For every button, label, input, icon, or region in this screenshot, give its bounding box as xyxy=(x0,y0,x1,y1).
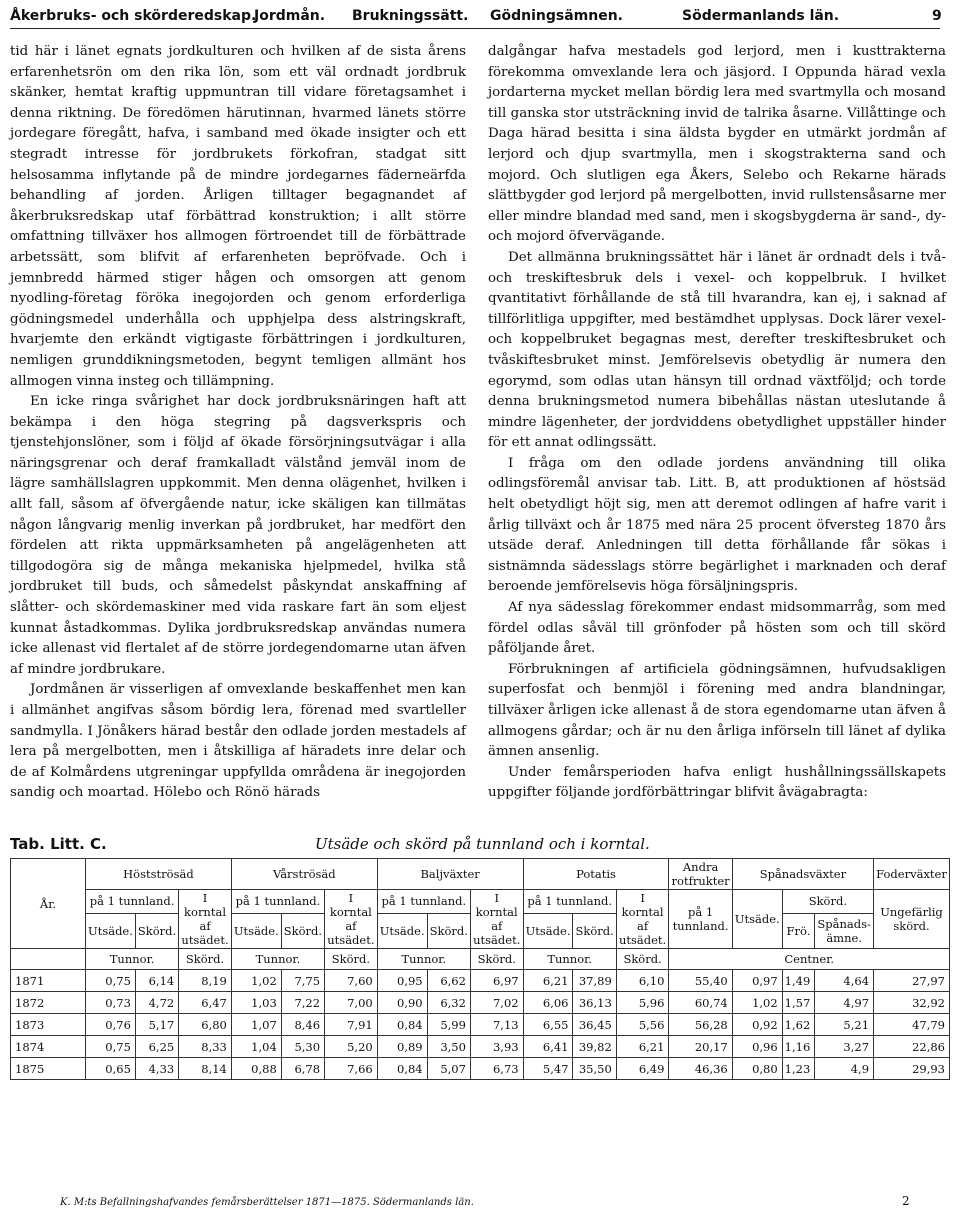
value-cell: 7,60 xyxy=(325,970,378,992)
subheader: Skörd. xyxy=(281,913,324,948)
yield-table xyxy=(10,858,950,1080)
value-cell: 7,75 xyxy=(281,970,324,992)
value-cell: 0,76 xyxy=(86,1014,136,1036)
header-bruk: Brukningssätt. xyxy=(352,8,469,24)
value-cell: 3,50 xyxy=(427,1036,470,1058)
value-cell: 39,82 xyxy=(573,1036,616,1058)
value-cell: 5,47 xyxy=(523,1058,573,1080)
right-column xyxy=(488,42,946,804)
value-cell: 5,56 xyxy=(616,1014,669,1036)
value-cell: 0,75 xyxy=(86,970,136,992)
value-cell: 1,16 xyxy=(782,1036,815,1058)
value-cell: 1,49 xyxy=(782,970,815,992)
value-cell: 0,97 xyxy=(732,970,782,992)
subheader: på 1 tunnland. xyxy=(231,890,324,914)
value-cell: 0,95 xyxy=(377,970,427,992)
year-header: År. xyxy=(11,859,86,949)
subheader: I korntal af utsädet. xyxy=(179,890,232,949)
value-cell: 6,41 xyxy=(523,1036,573,1058)
value-cell: 6,73 xyxy=(470,1058,523,1080)
value-cell: 36,13 xyxy=(573,992,616,1014)
value-cell: 0,89 xyxy=(377,1036,427,1058)
value-cell: 1,02 xyxy=(732,992,782,1014)
subheader: Utsäde. xyxy=(732,890,782,949)
paragraph: dalgångar hafva mestadels god lerjord, men i kusttrakterna förekomma omvexlande lera och jäsjord. I Oppunda härad vexla jordarterna mycket mellan bördig lera med svartmylla och mosand till ganska stor utsträckning invid de talrika åsarne. Villåttinge och Daga härad besitta i sina äldsta bygder en utmärkt jordmån af lerjord och djup svartmylla, men i skogstrakterna sand och mojord. Och slutligen ega Åkers, Selebo och Rekarne härads slättbygder god lerjord på mergelbotten, invid rullstensåsarne mer eller mindre blandad med sand, men i skogsbygderna är sand-, dy- och mojord öfvervägande. xyxy=(488,44,946,245)
header-lan: Södermanlands län. xyxy=(682,8,840,24)
subheader: Skörd. xyxy=(573,913,616,948)
value-cell: 5,17 xyxy=(135,1014,178,1036)
paragraph: Jordmånen är visserligen af omvexlande beskaffenhet men kan i allmänhet angifvas såsom bördig lera, förenad med svartleller sandmylla. I Jönåkers härad består den odlade jorden mestadels af lera på mergelbotten, men i åtskilliga af häradets inre delar och de af Kolmårdens utgreningar uppfyllda områdena är inegojorden sandig och moartad. Hölebo och Rönö härads xyxy=(10,682,466,801)
unit-cell xyxy=(11,949,86,970)
value-cell: 55,40 xyxy=(669,970,732,992)
unit-cell: Tunnor. xyxy=(86,949,179,970)
footer xyxy=(60,1194,940,1208)
value-cell: 47,79 xyxy=(874,1014,950,1036)
value-cell: 5,96 xyxy=(616,992,669,1014)
subheader: Skörd. xyxy=(782,890,873,914)
unit-cell: Centner. xyxy=(669,949,950,970)
unit-cell: Skörd. xyxy=(325,949,378,970)
value-cell: 7,02 xyxy=(470,992,523,1014)
paragraph: tid här i länet egnats jordkulturen och hvilken af de sista årens erfarenhetsrön om den rika lön, som ett väl ordnadt jordbruk skänker, hemtat kraftig uppmuntran till vidare företagsamhet i denna riktning. De föredömen härutinnan, hvarmed länets större jordegare föregått, hafva, i samband med ökade insigter och ett stegradt intresse för jordbrukets förkofran, stadgat sitt helsosamma inflytande på de mindre jordegarnes fäderneärfda behandling af jorden. Årligen tilltager begagnandet af åkerbruksredskap utaf förbättrad konstruktion; i allt större omfattning tillväxer hos allmogen förtroendet till de förbättrade arbetssätt, som blifvit af erfarenheten bepröfvade. Och i jemnbredd härmed stiger hågen och omsorgen att genom nyodling-företag föröka inegojorden och genom erforderliga gödningsmedel underhålla och upphjelpa dess alstringskraft, hvarjemte den erkändt vigtigaste förbättringen i jordkulturen, nemligen grunddikningsmetoden, begynt temligen allmänt hos allmogen vinna insteg och tillämpning. xyxy=(10,44,466,389)
unit-cell: Skörd. xyxy=(470,949,523,970)
value-cell: 7,66 xyxy=(325,1058,378,1080)
table-row xyxy=(11,1036,950,1058)
value-cell: 6,62 xyxy=(427,970,470,992)
subheader: I korntal af utsädet. xyxy=(325,890,378,949)
value-cell: 4,9 xyxy=(815,1058,874,1080)
value-cell: 37,89 xyxy=(573,970,616,992)
value-cell: 6,32 xyxy=(427,992,470,1014)
value-cell: 4,97 xyxy=(815,992,874,1014)
value-cell: 7,13 xyxy=(470,1014,523,1036)
subheader: Utsäde. xyxy=(86,913,136,948)
subheader: Utsäde. xyxy=(523,913,573,948)
value-cell: 29,93 xyxy=(874,1058,950,1080)
value-cell: 5,21 xyxy=(815,1014,874,1036)
value-cell: 8,19 xyxy=(179,970,232,992)
value-cell: 1,02 xyxy=(231,970,281,992)
value-cell: 20,17 xyxy=(669,1036,732,1058)
footer-page: 2 xyxy=(902,1194,910,1208)
value-cell: 6,78 xyxy=(281,1058,324,1080)
year-cell: 1871 xyxy=(11,970,86,992)
subheader: på 1 tunnland. xyxy=(523,890,616,914)
value-cell: 1,23 xyxy=(782,1058,815,1080)
subheader: Utsäde. xyxy=(231,913,281,948)
group-header: Höstströsäd xyxy=(86,859,232,890)
value-cell: 6,21 xyxy=(523,970,573,992)
value-cell: 0,73 xyxy=(86,992,136,1014)
value-cell: 5,30 xyxy=(281,1036,324,1058)
unit-cell: Skörd. xyxy=(179,949,232,970)
header-godning: Gödningsämnen. xyxy=(490,8,623,24)
group-header: Baljväxter xyxy=(377,859,523,890)
value-cell: 6,49 xyxy=(616,1058,669,1080)
subheader: Frö. xyxy=(782,913,815,948)
value-cell: 0,84 xyxy=(377,1058,427,1080)
unit-cell: Tunnor. xyxy=(377,949,470,970)
value-cell: 3,93 xyxy=(470,1036,523,1058)
subheader: I korntal af utsädet. xyxy=(470,890,523,949)
value-cell: 8,14 xyxy=(179,1058,232,1080)
group-header: Vårströsäd xyxy=(231,859,377,890)
group-header: Andra rotfrukter xyxy=(669,859,732,890)
year-cell: 1875 xyxy=(11,1058,86,1080)
header-jordman: Jordmån. xyxy=(254,8,326,24)
subheader: på 1 tunnland. xyxy=(669,890,732,949)
value-cell: 0,84 xyxy=(377,1014,427,1036)
value-cell: 6,25 xyxy=(135,1036,178,1058)
group-header: Foderväxter xyxy=(874,859,950,890)
left-column xyxy=(10,42,466,804)
subheader: på 1 tunnland. xyxy=(86,890,179,914)
value-cell: 0,96 xyxy=(732,1036,782,1058)
value-cell: 27,97 xyxy=(874,970,950,992)
value-cell: 0,80 xyxy=(732,1058,782,1080)
running-header xyxy=(10,6,940,29)
subheader: Utsäde. xyxy=(377,913,427,948)
subheader: Skörd. xyxy=(427,913,470,948)
value-cell: 1,62 xyxy=(782,1014,815,1036)
value-cell: 7,22 xyxy=(281,992,324,1014)
table-row xyxy=(11,1014,950,1036)
value-cell: 6,80 xyxy=(179,1014,232,1036)
value-cell: 5,07 xyxy=(427,1058,470,1080)
value-cell: 3,27 xyxy=(815,1036,874,1058)
paragraph: En icke ringa svårighet har dock jordbruksnäringen haft att bekämpa i den höga stegring på dagsverkspris och tjenstehjonslöner, som i följd af ökade försörjningsutvägar i alla näringsgrenar och deraf framkalladt välstånd jemväl inom de lägre samhällslagren uppkommit. Men denna olägenhet, hvilken i allt fall, såsom af öfvergående natur, icke skäligen kan tillmätas någon långvarig menlig inverkan på jordbruket, har medfört den fördelen att rikta uppmärksamheten på angelägenheten att tillgodogöra sig de många mekaniska hjelpmedel, hvilka stå jordbruket till buds, och såmedelst påskyndat anskaffning af slåtter- och skördemaskiner med vida raskare fart än som eljest kunnat åstadkommas. Dylika jordbruksredskap användas numera icke allenast vid flertalet af de större jordegendomarne utan äfven af mindre jordbrukare. xyxy=(10,394,466,677)
subheader: I korntal af utsädet. xyxy=(616,890,669,949)
value-cell: 0,90 xyxy=(377,992,427,1014)
page-number: 9 xyxy=(932,8,942,24)
value-cell: 1,03 xyxy=(231,992,281,1014)
value-cell: 22,86 xyxy=(874,1036,950,1058)
unit-cell: Tunnor. xyxy=(523,949,616,970)
value-cell: 0,92 xyxy=(732,1014,782,1036)
subheader: Spånads-ämne. xyxy=(815,913,874,948)
value-cell: 6,21 xyxy=(616,1036,669,1058)
value-cell: 6,47 xyxy=(179,992,232,1014)
value-cell: 1,57 xyxy=(782,992,815,1014)
value-cell: 1,07 xyxy=(231,1014,281,1036)
paragraph: Under femårsperioden hafva enligt hushållningssällskapets uppgifter följande jordförbättringar blifvit åvägabragta: xyxy=(488,764,946,801)
value-cell: 6,55 xyxy=(523,1014,573,1036)
value-cell: 6,97 xyxy=(470,970,523,992)
subheader: Ungefärlig skörd. xyxy=(874,890,950,949)
paragraph: Förbrukningen af artificiela gödningsämnen, hufvudsakligen superfosfat och benmjöl i förening med andra blandningar, tillväxer årligen icke allenast å de stora egendomarne utan äfven å allmogens gårdar; och är nu den årliga införseln till länet af dylika ämnen ansenlig. xyxy=(488,661,946,760)
value-cell: 6,14 xyxy=(135,970,178,992)
value-cell: 4,72 xyxy=(135,992,178,1014)
value-cell: 32,92 xyxy=(874,992,950,1014)
table-body xyxy=(11,970,950,1080)
table-label: Tab. Litt. C. xyxy=(10,835,107,853)
value-cell: 36,45 xyxy=(573,1014,616,1036)
year-cell: 1874 xyxy=(11,1036,86,1058)
unit-cell: Skörd. xyxy=(616,949,669,970)
value-cell: 4,33 xyxy=(135,1058,178,1080)
header-left: Åkerbruks- och skörderedskap. xyxy=(10,8,257,24)
table-heading xyxy=(10,835,950,853)
footer-source: K. M:ts Befallningshafvandes femårsberättelser 1871—1875. Södermanlands län. xyxy=(60,1197,474,1208)
table-row xyxy=(11,992,950,1014)
value-cell: 56,28 xyxy=(669,1014,732,1036)
paragraph: I fråga om den odlade jordens användning till olika odlingsföremål anvisar tab. Litt. B, att produktionen af höstsäd helt obetydligt höjt sig, men att deremot odlingen af hafre varit i årlig tillväxt och år 1875 med nära 25 procent öfversteg 1870 års utsäde deraf. Anledningen till detta förhållande får sökas i sistnämnda sädesslags större begärlighet i marknaden och deraf beroende jemförelsevis höga försäljningspris. xyxy=(488,455,946,595)
year-cell: 1873 xyxy=(11,1014,86,1036)
value-cell: 35,50 xyxy=(573,1058,616,1080)
value-cell: 5,99 xyxy=(427,1014,470,1036)
table-title: Utsäde och skörd på tunnland och i korntal. xyxy=(315,835,650,853)
group-header: Potatis xyxy=(523,859,669,890)
value-cell: 6,10 xyxy=(616,970,669,992)
unit-cell: Tunnor. xyxy=(231,949,324,970)
value-cell: 6,06 xyxy=(523,992,573,1014)
year-cell: 1872 xyxy=(11,992,86,1014)
value-cell: 0,88 xyxy=(231,1058,281,1080)
value-cell: 46,36 xyxy=(669,1058,732,1080)
value-cell: 7,91 xyxy=(325,1014,378,1036)
value-cell: 1,04 xyxy=(231,1036,281,1058)
paragraph: Af nya sädesslag förekommer endast midsommarråg, som med fördel odlas såväl till grönfoder på hösten som och till skörd påföljande året. xyxy=(488,600,946,657)
value-cell: 5,20 xyxy=(325,1036,378,1058)
table-row xyxy=(11,1058,950,1080)
value-cell: 4,64 xyxy=(815,970,874,992)
value-cell: 60,74 xyxy=(669,992,732,1014)
value-cell: 8,46 xyxy=(281,1014,324,1036)
paragraph: Det allmänna brukningssättet här i länet är ordnadt dels i två- och treskiftesbruk dels i vexel- och koppelbruk. I hvilket qvantitativt förhållande de stå till hvarandra, kan ej, i saknad af tillförlitliga uppgifter, med bestämdhet upplysas. Dock lärer vexel- och koppelbruket begagnas mest, derefter treskiftesbruket och tvåskiftesbruket minst. Jemförelsevis obetydlig är numera den egorymd, som odlas utan hänsyn till ordnad växtföljd; och torde denna brukningsmetod numera bibehållas nästan uteslutande å mindre lägenheter, der jordviddens obetydlighet uppställer hinder för ett annat odlingssätt. xyxy=(488,249,946,451)
subheader: Skörd. xyxy=(135,913,178,948)
subheader: på 1 tunnland. xyxy=(377,890,470,914)
value-cell: 7,00 xyxy=(325,992,378,1014)
value-cell: 0,75 xyxy=(86,1036,136,1058)
value-cell: 0,65 xyxy=(86,1058,136,1080)
table-row xyxy=(11,970,950,992)
group-header: Spånadsväxter xyxy=(732,859,873,890)
value-cell: 8,33 xyxy=(179,1036,232,1058)
